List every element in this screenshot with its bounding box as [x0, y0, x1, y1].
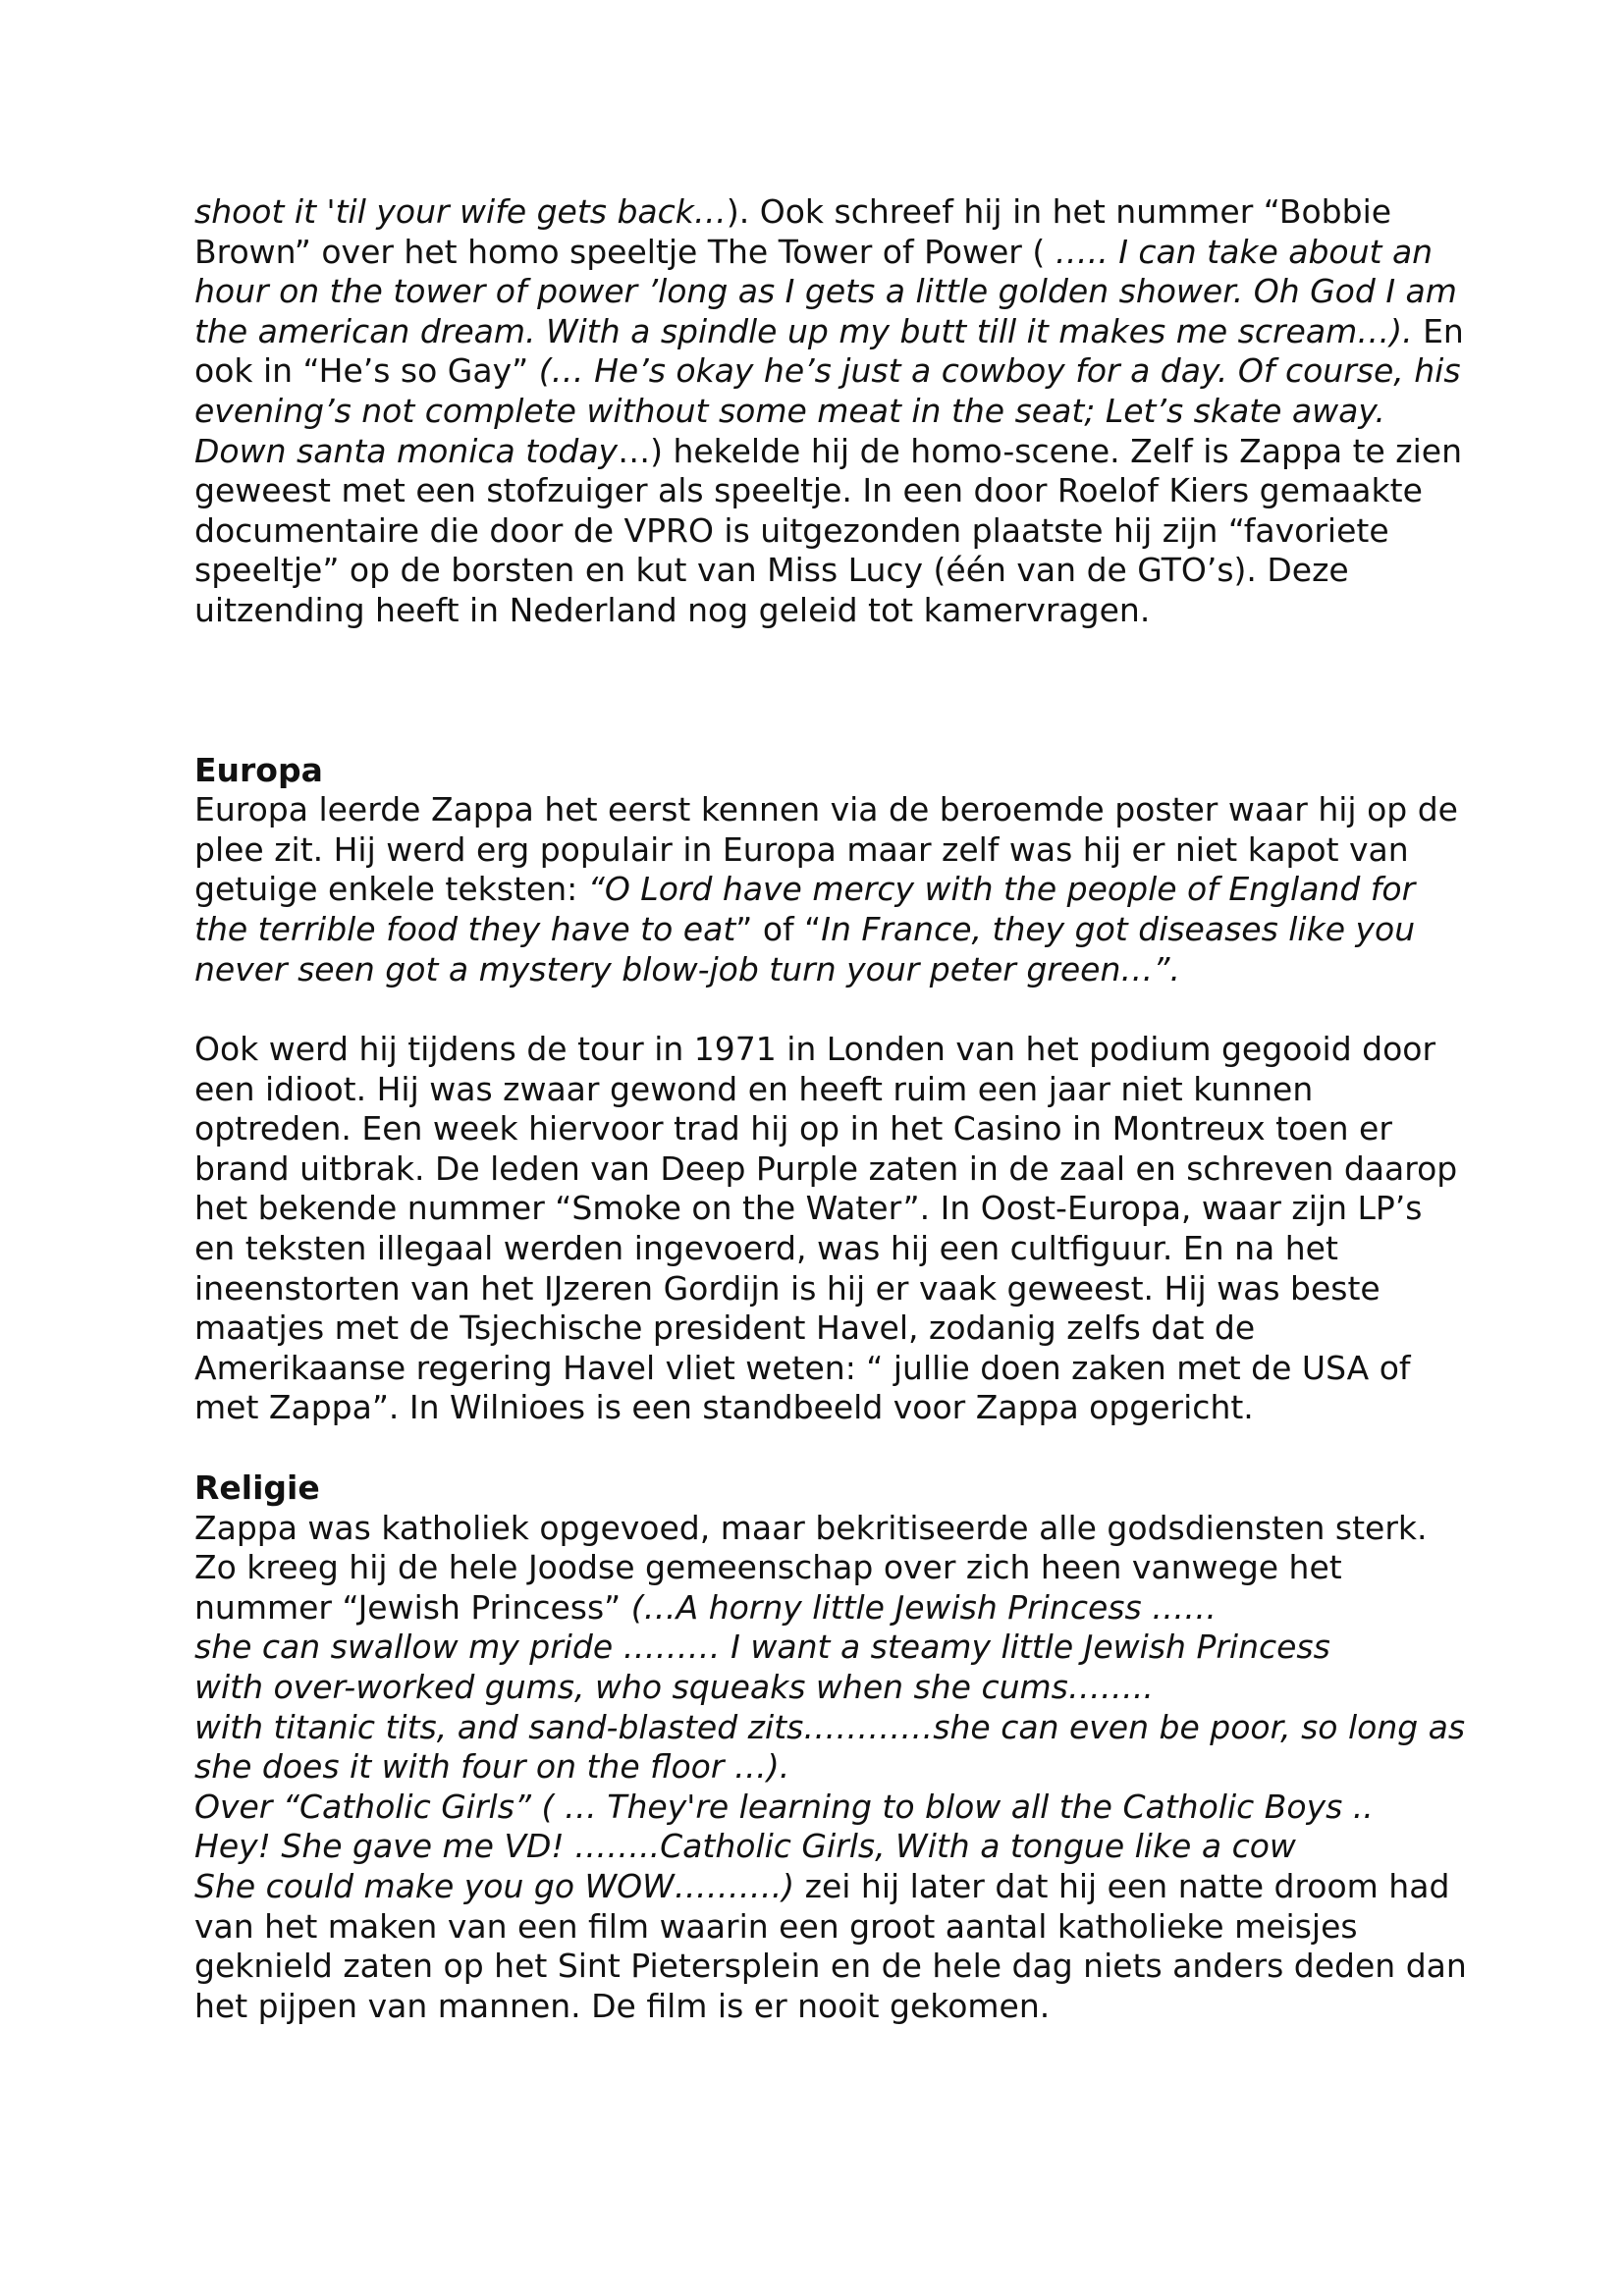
lyric-quote: In France, they got diseases like you never seen got a mystery blow-job turn your peter green…”.: [194, 909, 1416, 988]
body-text: …) hekelde hij de homo-scene. Zelf is Zappa te zien geweest met een stofzuiger als speeltje. In een door Roelof Kiers gemaakte documentaire die door de VPRO is uitgezonden plaatste hij zijn “favoriete speeltje” op de borsten en kut van Miss Lucy (één van de GTO’s). Deze uitzending heeft in Nederland nog geleid tot kamervragen.: [194, 431, 1463, 629]
lyric-quote: She could make you go WOW……….): [194, 1866, 795, 1905]
body-text: zei hij later dat hij een natte droom had van het maken van een film waarin een groot aantal katholieke meisjes geknield zaten op het Sint Pietersplein en de hele dag niets anders deden dan het pijpen van mannen. De film is er nooit gekomen.: [194, 1866, 1467, 2025]
spacer: [194, 631, 1471, 751]
lyric-quote: “O Lord have mercy with the people of England for the terrible food they have to eat: [194, 870, 1416, 948]
lyric-quote: with over-worked gums, who squeaks when she cums……..: [194, 1668, 1154, 1706]
lyric-quote: shoot it 'til your wife gets back…: [194, 192, 727, 231]
body-text: En ook in “He’s so Gay”: [194, 311, 1464, 391]
spacer: [194, 989, 1471, 1030]
lyric-quote: ….. I can take about an hour on the tower of power ’long as I gets a little golden shower. Oh God I am the american dream. With a spindle up my butt till it makes me scream…).: [194, 232, 1457, 350]
lyric-quote: with titanic tits, and sand-blasted zits…………she can even be poor, so long as she does it with four on the floor …).: [194, 1707, 1466, 1787]
document-page: [194, 192, 1471, 2026]
religie-paragraph: [194, 1509, 1471, 2027]
europa-paragraph-1: [194, 790, 1471, 989]
section-heading-religie: Religie: [194, 1468, 320, 1508]
intro-paragraph: [194, 192, 1471, 631]
lyric-quote: Over “Catholic Girls” ( … They're learning to blow all the Catholic Boys ..: [194, 1787, 1374, 1826]
lyric-quote: she can swallow my pride ……… I want a steamy little Jewish Princess: [194, 1628, 1330, 1667]
body-text: Europa leerde Zappa het eerst kennen via de beroemde poster waar hij op de plee zit. Hij werd erg populair in Europa maar zelf was hij er niet kapot van getuige enkele teksten:: [194, 790, 1458, 909]
lyric-quote: (… He’s okay he’s just a cowboy for a day. Of course, his evening’s not complete without some meat in the seat; Let’s skate away. Down santa monica today: [194, 351, 1461, 470]
europa-paragraph-2: Ook werd hij tijdens de tour in 1971 in Londen van het podium gegooid door een idioot. Hij was zwaar gewond en heeft ruim een jaar niet kunnen optreden. Een week hiervoor trad hij op in het Casino in Montreux toen er brand uitbrak. De leden van Deep Purple zaten in de zaal en schreven daarop het bekende nummer “Smoke on the Water”. In Oost-Europa, waar zijn LP’s en teksten illegaal werden ingevoerd, was hij een cultfiguur. En na het ineenstorten van het IJzeren Gordijn is hij er vaak geweest. Hij was beste maatjes met de Tsjechische president Havel, zodanig zelfs dat de Amerikaanse regering Havel vliet weten: “ jullie doen zaken met de USA of met Zappa”. In Wilnioes is een standbeeld voor Zappa opgericht.: [194, 1030, 1458, 1427]
lyric-quote: (…A horny little Jewish Princess ……: [630, 1587, 1218, 1627]
body-text: ” of “: [735, 909, 822, 948]
body-text: ). Ook schreef hij in het nummer “Bobbie Brown” over het homo speeltje The Tower of Power (: [194, 192, 1392, 271]
spacer: [194, 1428, 1471, 1468]
body-text: Zappa was katholiek opgevoed, maar bekritiseerde alle godsdiensten sterk. Zo kreeg hij de hele Joodse gemeenschap over zich heen vanwege het nummer “Jewish Princess”: [194, 1508, 1428, 1627]
lyric-quote: Hey! She gave me VD! ……..Catholic Girls, With a tongue like a cow: [194, 1827, 1296, 1866]
section-heading-europa: Europa: [194, 750, 323, 789]
